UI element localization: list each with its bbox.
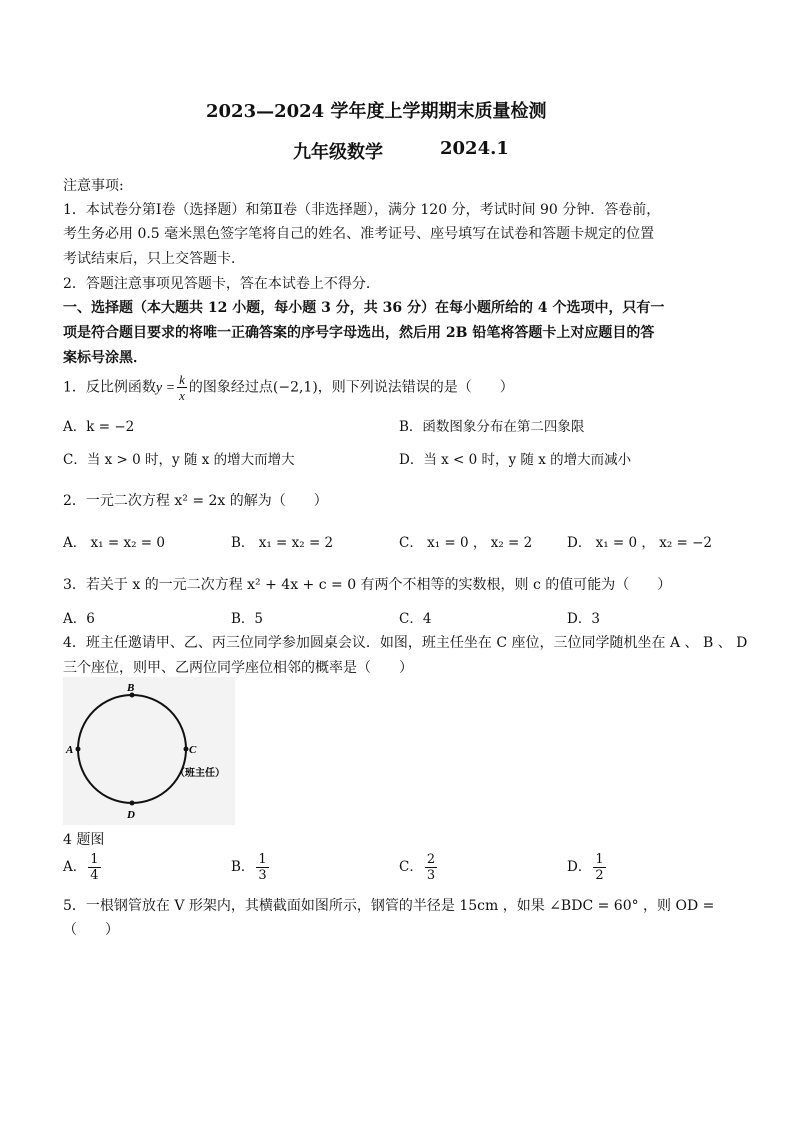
q4-option-d-label: D． bbox=[567, 859, 592, 875]
note-1-line-2: 考生务必用 0.5 毫米黑色签字笔将自己的姓名、准考证号、座号填写在试卷和答题卡规定的位置 bbox=[63, 226, 655, 242]
section-1-line-3: 案标号涂黑． bbox=[63, 350, 147, 366]
q4-option-b-num: 1 bbox=[258, 852, 267, 867]
q1-option-a: A．k = −2 bbox=[63, 419, 135, 435]
teacher-label: （班主任） bbox=[175, 768, 225, 779]
q2-option-b: B． x₁ = x₂ = 2 bbox=[231, 535, 334, 551]
q2-option-d: D． x₁ = 0 ， x₂ = −2 bbox=[567, 535, 713, 551]
q1-option-c: C．当 x > 0 时，y 随 x 的增大而增大 bbox=[63, 452, 295, 468]
q4-option-d-den: 2 bbox=[595, 868, 604, 883]
q4-stem-line-2: 三个座位，则甲、乙两位同学座位相邻的概率是（ ） bbox=[63, 660, 413, 676]
exam-title: 2023—2024 学年度上学期期末质量检测 bbox=[206, 101, 547, 122]
exam-date: 2024.1 bbox=[440, 138, 509, 159]
round-table-diagram bbox=[63, 677, 235, 825]
q5-stem-line-2: （ ） bbox=[63, 922, 119, 938]
seat-b-label: B bbox=[127, 682, 135, 694]
q4-option-a-fraction bbox=[88, 852, 100, 883]
q3-option-a: A．6 bbox=[63, 611, 95, 627]
seat-d-dot bbox=[130, 801, 135, 806]
note-2: 2．答题注意事项见答题卡，答在本试卷上不得分． bbox=[63, 276, 380, 292]
q4-option-d-num: 1 bbox=[595, 852, 604, 867]
q4-stem-line-1: 4．班主任邀请甲、乙、丙三位同学参加圆桌会议．如图，班主任坐在 C 座位，三位同学随机坐在 A 、 B 、 D bbox=[63, 635, 748, 651]
q4-option-a-label: A． bbox=[63, 859, 87, 875]
q1-frac-num: k bbox=[179, 372, 185, 387]
q2-option-c: C． x₁ = 0 ， x₂ = 2 bbox=[399, 535, 533, 551]
q4-figure-caption: 4 题图 bbox=[63, 832, 105, 848]
q3-option-d: D．3 bbox=[567, 611, 600, 627]
q4-option-a-den: 4 bbox=[90, 868, 99, 883]
q1-stem bbox=[63, 372, 514, 403]
q4-option-d-fraction bbox=[593, 852, 605, 883]
q3-stem: 3．若关于 x 的一元二次方程 x² + 4x + c = 0 有两个不相等的实数根，则 c 的值可能为（ ） bbox=[63, 577, 672, 593]
exam-subject: 九年级数学 bbox=[293, 142, 383, 163]
q4-option-a-num: 1 bbox=[90, 852, 99, 867]
table-circle bbox=[78, 695, 186, 803]
seat-d-label: D bbox=[127, 809, 135, 821]
seat-c-dot bbox=[184, 747, 189, 752]
q1-func-lhs: y = bbox=[155, 380, 176, 396]
q4-option-c-den: 3 bbox=[426, 868, 436, 883]
q4-option-b bbox=[231, 852, 271, 883]
notes-heading: 注意事项: bbox=[63, 178, 124, 194]
q4-option-c-num: 2 bbox=[426, 852, 436, 867]
q4-option-d bbox=[567, 852, 608, 883]
q4-option-c bbox=[399, 852, 439, 883]
q4-figure bbox=[63, 677, 235, 825]
section-1-line-1: 一、选择题（本大题共 12 小题，每小题 3 分，共 36 分）在每小题所给的 4 个选项中，只有一 bbox=[63, 300, 665, 316]
note-1-line-3: 考试结束后，只上交答题卡． bbox=[63, 251, 245, 267]
q1-frac-den: x bbox=[179, 388, 185, 403]
seat-c-label: C bbox=[189, 744, 197, 756]
q4-option-c-fraction bbox=[425, 852, 437, 883]
q4-option-b-label: B． bbox=[231, 859, 255, 875]
q4-option-a bbox=[63, 852, 103, 883]
section-1-line-2: 项是符合题目要求的将唯一正确答案的序号字母选出，然后用 2B 铅笔将答题卡上对应题目的答 bbox=[63, 325, 655, 341]
q3-option-b: B．5 bbox=[231, 611, 264, 627]
q1-fraction bbox=[177, 372, 187, 403]
q1-option-d: D．当 x < 0 时，y 随 x 的增大而减小 bbox=[399, 452, 632, 468]
q2-stem: 2．一元二次方程 x² = 2x 的解为（ ） bbox=[63, 493, 328, 509]
q2-option-a: A． x₁ = x₂ = 0 bbox=[63, 535, 165, 551]
q1-prefix: 1．反比例函数 bbox=[63, 379, 156, 396]
q4-option-b-fraction bbox=[256, 852, 268, 883]
seat-a-dot bbox=[76, 747, 81, 752]
note-1-line-1: 1．本试卷分第Ⅰ卷（选择题）和第Ⅱ卷（非选择题），满分 120 分，考试时间 90 分钟．答卷前， bbox=[63, 202, 661, 218]
seat-a-label: A bbox=[66, 744, 74, 756]
q1-suffix: 的图象经过点(−2,1)，则下列说法错误的是（ ） bbox=[188, 379, 514, 396]
q1-option-b: B．函数图象分布在第二四象限 bbox=[399, 419, 585, 435]
q5-stem-line-1: 5．一根钢管放在 V 形架内，其横截面如图所示，钢管的半径是 15cm ，如果 ∠BDC = 60° ，则 OD = bbox=[63, 898, 715, 914]
q4-option-c-label: C． bbox=[399, 859, 423, 875]
q3-option-c: C．4 bbox=[399, 611, 432, 627]
q4-option-b-den: 3 bbox=[258, 868, 267, 883]
